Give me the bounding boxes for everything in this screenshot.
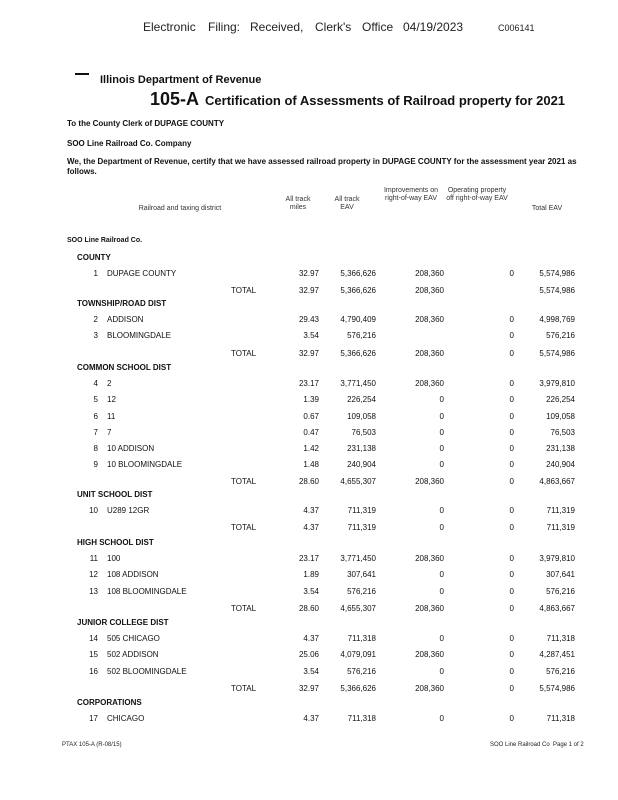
improvements-eav: 0 — [439, 570, 444, 580]
section-heading — [0, 538, 618, 550]
miles: 1.39 — [303, 395, 319, 405]
total-eav: 226,254 — [546, 395, 575, 405]
table-row — [0, 650, 618, 662]
stamp-word: Office — [362, 20, 394, 34]
improvements-eav: 0 — [439, 395, 444, 405]
section-title: TOWNSHIP/ROAD DIST — [77, 299, 167, 308]
district-name: 108 BLOOMINGDALE — [107, 586, 187, 596]
miles: 3.54 — [303, 666, 319, 676]
miles: 25.06 — [298, 650, 319, 660]
total-improvements-eav: 208,360 — [415, 286, 444, 296]
row-number: 7 — [93, 427, 98, 437]
total-row — [0, 477, 618, 489]
track-eav: 4,079,091 — [340, 650, 376, 660]
table-row — [0, 570, 618, 582]
table-row — [0, 444, 618, 456]
miles: 1.42 — [303, 444, 319, 453]
form-title — [150, 89, 565, 110]
table-row — [0, 667, 618, 679]
column-header-total: Total EAV — [531, 205, 563, 212]
operating-eav: 0 — [509, 331, 514, 341]
total-row — [0, 349, 618, 361]
section-heading — [0, 698, 618, 710]
section-title: HIGH SCHOOL DIST — [77, 538, 154, 547]
total-miles: 28.60 — [298, 603, 319, 613]
row-number: 9 — [93, 460, 98, 470]
total-operating-eav: 0 — [509, 603, 514, 613]
operating-eav: 0 — [509, 395, 514, 405]
total-eav: 576,216 — [546, 586, 575, 596]
total-eav: 3,979,810 — [539, 554, 575, 564]
improvements-eav: 0 — [439, 666, 444, 676]
stamp-code: C006141 — [498, 23, 535, 33]
total-track-eav: 5,366,626 — [340, 286, 376, 296]
improvements-eav: 0 — [439, 460, 444, 470]
operating-eav: 0 — [509, 315, 514, 325]
miles: 0.67 — [303, 411, 319, 421]
improvements-eav: 208,360 — [415, 269, 444, 279]
total-eav: 231,138 — [546, 444, 575, 453]
total-label: TOTAL — [231, 683, 257, 693]
table-row — [0, 331, 618, 343]
row-number: 10 — [89, 506, 98, 516]
miles: 29.43 — [298, 315, 319, 325]
operating-eav: 0 — [509, 586, 514, 596]
total-total-eav: 5,574,986 — [539, 348, 575, 358]
improvements-eav: 0 — [439, 506, 444, 516]
row-number: 15 — [89, 650, 98, 660]
district-name: 100 — [107, 554, 121, 564]
improvements-eav: 0 — [439, 427, 444, 437]
improvements-eav: 208,360 — [415, 315, 444, 325]
operating-eav: 0 — [509, 666, 514, 676]
track-eav: 576,216 — [347, 331, 376, 341]
section-heading — [0, 618, 618, 630]
table-row — [0, 315, 618, 327]
section-title: CORPORATIONS — [77, 698, 142, 707]
total-eav: 3,979,810 — [539, 379, 575, 389]
total-total-eav: 4,863,667 — [539, 603, 575, 613]
district-name: 12 — [107, 395, 116, 405]
stamp-word: Electronic — [143, 20, 196, 34]
track-eav: 576,216 — [347, 666, 376, 676]
total-track-eav: 4,655,307 — [340, 603, 376, 613]
total-label: TOTAL — [231, 523, 257, 533]
railroad-row — [0, 237, 618, 249]
track-eav: 4,790,409 — [340, 315, 376, 325]
total-eav: 711,318 — [546, 634, 575, 644]
table-row — [0, 379, 618, 391]
miles: 1.48 — [303, 460, 319, 470]
section-title: JUNIOR COLLEGE DIST — [77, 618, 169, 627]
addressee: To the County Clerk of DUPAGE COUNTY — [67, 119, 225, 128]
column-header-track-eav: All track EAV — [334, 196, 360, 211]
improvements-eav: 208,360 — [415, 379, 444, 389]
form-title-text: Certification of Assessments of Railroad property for 2021 — [205, 93, 566, 108]
footer-form-code: PTAX 105-A (R-08/15) — [62, 742, 122, 748]
operating-eav: 0 — [509, 427, 514, 437]
total-row — [0, 604, 618, 616]
operating-eav: 0 — [509, 379, 514, 389]
row-number: 2 — [93, 315, 98, 325]
track-eav: 240,904 — [347, 460, 376, 470]
district-name: DUPAGE COUNTY — [107, 269, 177, 279]
total-miles: 32.97 — [298, 348, 319, 358]
total-track-eav: 711,319 — [347, 523, 376, 533]
row-number: 17 — [89, 714, 98, 724]
total-eav: 576,216 — [546, 331, 575, 341]
table-row — [0, 714, 618, 726]
miles: 1.89 — [303, 570, 319, 580]
track-eav: 109,058 — [347, 411, 376, 421]
section-heading — [0, 490, 618, 502]
track-eav: 3,771,450 — [340, 554, 376, 564]
improvements-eav: 0 — [439, 714, 444, 724]
track-eav: 711,319 — [347, 506, 376, 516]
table-row — [0, 506, 618, 518]
miles: 0.47 — [303, 427, 319, 437]
department-name: Illinois Department of Revenue — [100, 74, 262, 86]
total-eav: 4,998,769 — [539, 315, 575, 325]
row-number: 6 — [93, 411, 98, 421]
stamp-word: Received, — [250, 20, 304, 34]
total-eav: 240,904 — [546, 460, 575, 470]
row-number: 13 — [89, 586, 98, 596]
improvements-eav: 0 — [439, 444, 444, 453]
row-number: 16 — [89, 666, 98, 676]
total-improvements-eav: 208,360 — [415, 477, 444, 487]
total-eav: 76,503 — [550, 427, 575, 437]
total-operating-eav: 0 — [509, 523, 514, 533]
district-name: 502 BLOOMINGDALE — [107, 666, 187, 676]
operating-eav: 0 — [509, 570, 514, 580]
operating-eav: 0 — [509, 714, 514, 724]
section-heading — [0, 253, 618, 265]
total-improvements-eav: 208,360 — [415, 603, 444, 613]
improvements-eav: 0 — [439, 586, 444, 596]
section-title: UNIT SCHOOL DIST — [77, 490, 153, 499]
track-eav: 711,318 — [347, 714, 376, 724]
operating-eav: 0 — [509, 411, 514, 421]
district-name: CHICAGO — [107, 714, 145, 724]
miles: 4.37 — [303, 634, 319, 644]
table-row — [0, 460, 618, 472]
total-total-eav: 5,574,986 — [539, 286, 575, 296]
track-eav: 3,771,450 — [340, 379, 376, 389]
operating-eav: 0 — [509, 444, 514, 453]
column-header-operating: Operating property off right-of-way EAV — [446, 187, 508, 202]
miles: 3.54 — [303, 586, 319, 596]
total-eav: 109,058 — [546, 411, 575, 421]
miles: 23.17 — [298, 554, 319, 564]
footer-company: SOO Line Railroad Co — [490, 742, 550, 748]
total-track-eav: 5,366,626 — [340, 683, 376, 693]
total-eav: 576,216 — [546, 666, 575, 676]
district-name: 11 — [107, 411, 116, 421]
track-eav: 231,138 — [347, 444, 376, 453]
row-number: 3 — [93, 331, 98, 341]
total-operating-eav: 0 — [509, 477, 514, 487]
row-number: 11 — [89, 554, 98, 564]
column-header-district: Railroad and taxing district — [138, 205, 222, 212]
total-row — [0, 286, 618, 298]
stamp-word: Filing: — [208, 20, 241, 34]
miles: 32.97 — [298, 269, 319, 279]
table-row — [0, 395, 618, 407]
table-row — [0, 428, 618, 440]
improvements-eav: 208,360 — [415, 650, 444, 660]
total-eav: 711,318 — [546, 714, 575, 724]
total-operating-eav: 0 — [509, 683, 514, 693]
operating-eav: 0 — [509, 650, 514, 660]
total-total-eav: 4,863,667 — [539, 477, 575, 487]
total-improvements-eav: 0 — [439, 523, 444, 533]
stamp-date: 04/19/2023 — [403, 20, 464, 34]
track-eav: 576,216 — [347, 586, 376, 596]
miles: 4.37 — [303, 506, 319, 516]
district-name: U289 12GR — [107, 506, 150, 516]
total-miles: 32.97 — [298, 286, 319, 296]
table-row — [0, 269, 618, 281]
miles: 23.17 — [298, 379, 319, 389]
district-name: BLOOMINGDALE — [107, 331, 172, 341]
miles: 4.37 — [303, 714, 319, 724]
table-row — [0, 412, 618, 424]
logo-mark-icon — [75, 73, 89, 75]
district-name: 7 — [107, 427, 112, 437]
district-name: 10 ADDISON — [107, 444, 155, 453]
total-operating-eav: 0 — [509, 348, 514, 358]
stamp-word: Clerk's — [315, 20, 352, 34]
column-header-miles: All track miles — [285, 196, 311, 211]
district-name: 502 ADDISON — [107, 650, 159, 660]
track-eav: 76,503 — [351, 427, 376, 437]
track-eav: 5,366,626 — [340, 269, 376, 279]
improvements-eav: 0 — [439, 411, 444, 421]
track-eav: 226,254 — [347, 395, 376, 405]
total-track-eav: 4,655,307 — [340, 477, 376, 487]
total-row — [0, 523, 618, 535]
table-row — [0, 587, 618, 599]
column-header-improvements: Improvements on right-of-way EAV — [383, 187, 439, 202]
total-label: TOTAL — [231, 286, 257, 296]
district-name: 505 CHICAGO — [107, 634, 160, 644]
railroad-name: SOO Line Railroad Co. — [67, 237, 143, 244]
district-name: 10 BLOOMINGDALE — [107, 460, 183, 470]
row-number: 12 — [89, 570, 98, 580]
total-row — [0, 684, 618, 696]
section-title: COUNTY — [77, 253, 111, 262]
track-eav: 711,318 — [347, 634, 376, 644]
total-eav: 307,641 — [546, 570, 575, 580]
total-improvements-eav: 208,360 — [415, 348, 444, 358]
total-miles: 28.60 — [298, 477, 319, 487]
table-row — [0, 554, 618, 566]
certification-statement: We, the Department of Revenue, certify that we have assessed railroad property in DUPAGE COUNTY for the assessment year 2021 as follows. — [67, 157, 577, 176]
total-miles: 4.37 — [303, 523, 319, 533]
operating-eav: 0 — [509, 634, 514, 644]
row-number: 1 — [93, 269, 98, 279]
improvements-eav: 0 — [439, 634, 444, 644]
company-name: SOO Line Railroad Co. Company — [67, 139, 192, 148]
total-total-eav: 5,574,986 — [539, 683, 575, 693]
row-number: 14 — [89, 634, 98, 644]
total-label: TOTAL — [231, 477, 257, 487]
footer-page: Page 1 of 2 — [553, 742, 584, 748]
row-number: 8 — [93, 444, 98, 453]
section-heading — [0, 299, 618, 311]
total-improvements-eav: 208,360 — [415, 683, 444, 693]
total-eav: 5,574,986 — [539, 269, 575, 279]
section-heading — [0, 363, 618, 375]
row-number: 5 — [93, 395, 98, 405]
operating-eav: 0 — [509, 460, 514, 470]
district-name: ADDISON — [107, 315, 144, 325]
operating-eav: 0 — [509, 269, 514, 279]
total-label: TOTAL — [231, 603, 257, 613]
total-label: TOTAL — [231, 348, 257, 358]
section-title: COMMON SCHOOL DIST — [77, 363, 172, 372]
row-number: 4 — [93, 379, 98, 389]
total-track-eav: 5,366,626 — [340, 348, 376, 358]
operating-eav: 0 — [509, 506, 514, 516]
total-eav: 4,287,451 — [539, 650, 575, 660]
district-name: 2 — [107, 379, 112, 389]
form-number: 105-A — [150, 89, 200, 109]
table-row — [0, 634, 618, 646]
total-eav: 711,319 — [546, 506, 575, 516]
miles: 3.54 — [303, 331, 319, 341]
track-eav: 307,641 — [347, 570, 376, 580]
total-total-eav: 711,319 — [546, 523, 575, 533]
district-name: 108 ADDISON — [107, 570, 159, 580]
operating-eav: 0 — [509, 554, 514, 564]
improvements-eav: 208,360 — [415, 554, 444, 564]
total-miles: 32.97 — [298, 683, 319, 693]
